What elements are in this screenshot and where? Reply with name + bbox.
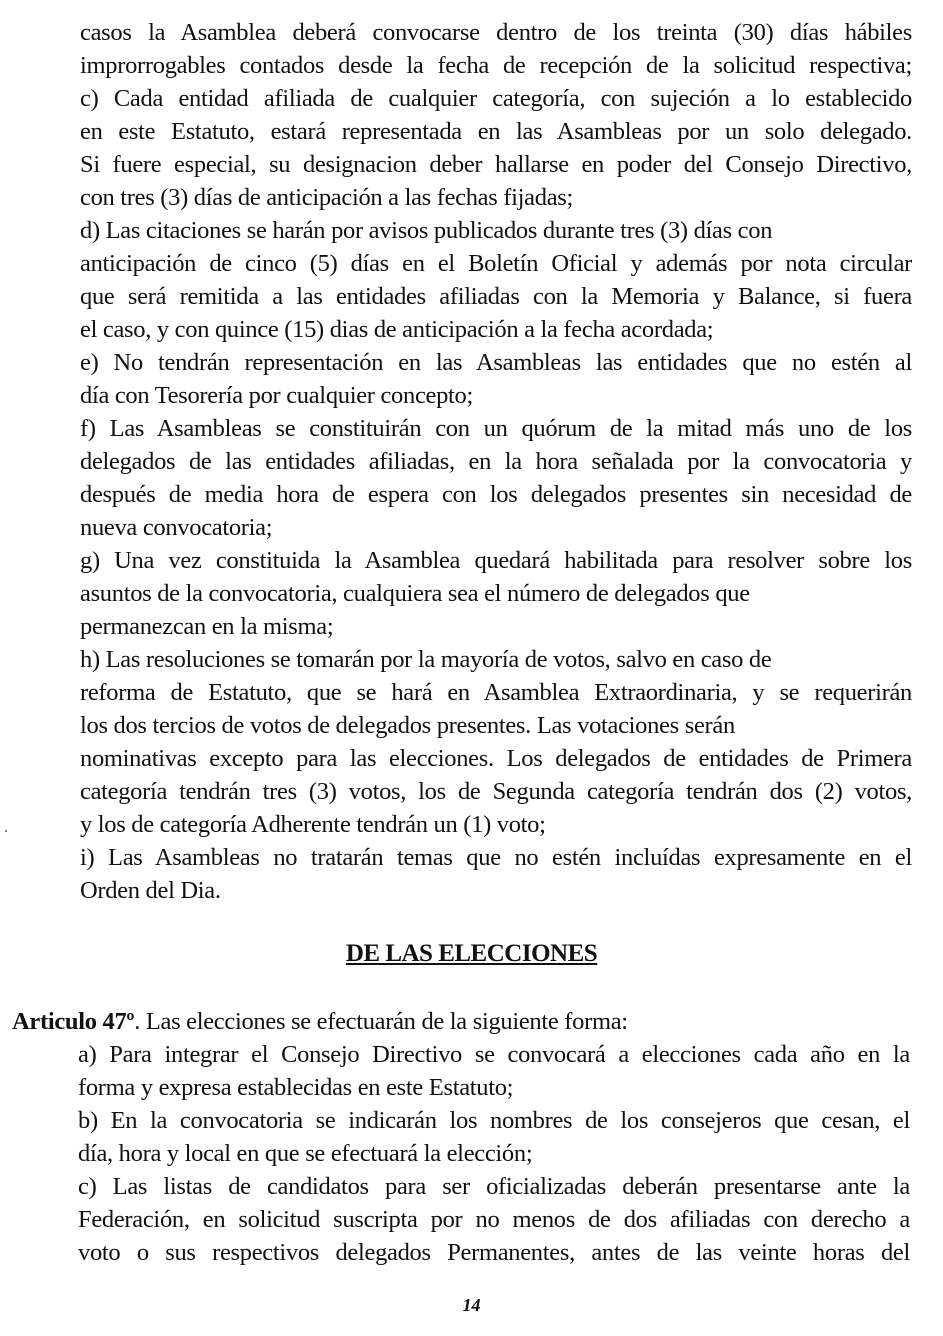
text-line: que será remitida a las entidades afiliadas con la Memoria y Balance, si fuera (80, 283, 912, 310)
text-line: delegados de las entidades afiliadas, en la hora señalada por la convocatoria y (80, 448, 912, 475)
text-line: Orden del Dia. (80, 877, 221, 904)
text-line: después de media hora de espera con los delegados presentes sin necesidad de (80, 481, 912, 508)
text-line: d) Las citaciones se harán por avisos publicados durante tres (3) días con (80, 217, 773, 244)
text-line: los dos tercios de votos de delegados presentes. Las votaciones serán (80, 712, 735, 739)
text-line: i) Las Asambleas no tratarán temas que no estén incluídas expresamente en el (80, 844, 912, 871)
page-number: 14 (462, 1295, 481, 1315)
text-line: c) Las listas de candidatos para ser oficializadas deberán presentarse ante la (78, 1173, 910, 1200)
text-line: Federación, en solicitud suscripta por no menos de dos afiliadas con derecho a (78, 1206, 910, 1233)
election-provisions-text (78, 1038, 910, 1269)
text-line: Si fuere especial, su designacion deber hallarse en poder del Consejo Directivo, (80, 151, 912, 178)
text-line: improrrogables contados desde la fecha de recepción de la solicitud respectiva; (80, 52, 912, 79)
text-line: h) Las resoluciones se tomarán por la mayoría de votos, salvo en caso de (80, 646, 772, 673)
assembly-provisions-text (80, 16, 912, 907)
text-line: e) No tendrán representación en las Asambleas las entidades que no estén al (80, 349, 912, 376)
text-line: casos la Asamblea deberá convocarse dentro de los treinta (30) días hábiles (80, 19, 912, 46)
text-line: forma y expresa establecidas en este Estatuto; (78, 1074, 514, 1101)
text-line: anticipación de cinco (5) días en el Boletín Oficial y además por nota circular (80, 250, 912, 277)
text-line: b) En la convocatoria se indicarán los nombres de los consejeros que cesan, el (78, 1107, 910, 1134)
scan-speck (5, 830, 7, 832)
text-line: nominativas excepto para las elecciones. Los delegados de entidades de Primera (80, 745, 912, 772)
text-line: día, hora y local en que se efectuará la elección; (78, 1140, 533, 1167)
text-line: con tres (3) días de anticipación a las fechas fijadas; (80, 184, 574, 211)
text-line: en este Estatuto, estará representada en las Asambleas por un solo delegado. (80, 118, 912, 145)
text-line: c) Cada entidad afiliada de cualquier categoría, con sujeción a lo establecido (80, 85, 912, 112)
section-heading: DE LAS ELECCIONES (345, 940, 598, 967)
text-line: asuntos de la convocatoria, cualquiera sea el número de delegados que (80, 580, 750, 607)
text-line: nueva convocatoria; (80, 514, 273, 541)
article-text: . Las elecciones se efectuarán de la siguiente forma: (134, 1008, 628, 1035)
article-label: Articulo 47º (12, 1008, 135, 1035)
text-line: a) Para integrar el Consejo Directivo se convocará a elecciones cada año en la (78, 1041, 910, 1068)
text-line: voto o sus respectivos delegados Permanentes, antes de las veinte horas del (78, 1239, 910, 1266)
text-line: y los de categoría Adherente tendrán un (1) voto; (80, 811, 546, 838)
article-47 (12, 1005, 628, 1038)
text-line: permanezcan en la misma; (80, 613, 334, 640)
text-line: categoría tendrán tres (3) votos, los de Segunda categoría tendrán dos (2) votos, (80, 778, 912, 805)
text-line: f) Las Asambleas se constituirán con un quórum de la mitad más uno de los (80, 415, 912, 442)
text-line: día con Tesorería por cualquier concepto; (80, 382, 474, 409)
text-line: g) Una vez constituida la Asamblea quedará habilitada para resolver sobre los (80, 547, 912, 574)
text-line: reforma de Estatuto, que se hará en Asamblea Extraordinaria, y se requerirán (80, 679, 912, 706)
text-line: el caso, y con quince (15) dias de anticipación a la fecha acordada; (80, 316, 714, 343)
